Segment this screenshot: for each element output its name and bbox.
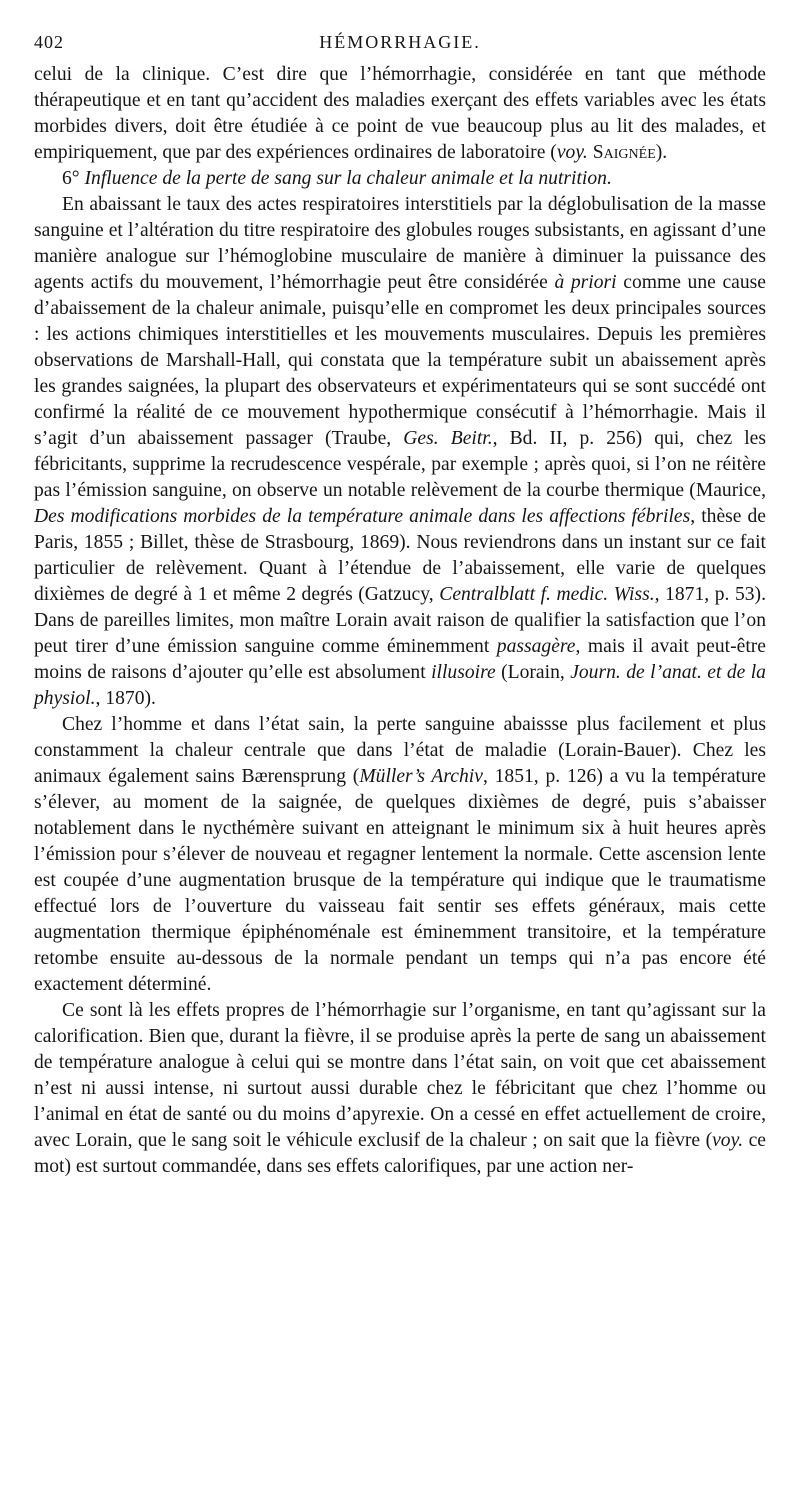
section-heading-6: 6° Influence de la perte de sang sur la chaleur animale et la nutrition. xyxy=(62,168,612,189)
citation-traube: Ges. Beitr. xyxy=(403,428,493,449)
citation-muller: Müller’s Archiv xyxy=(359,766,483,787)
citation-gatzucy: Centralblatt f. medic. Wiss. xyxy=(439,584,655,605)
book-page xyxy=(34,30,766,1180)
page-header xyxy=(34,30,766,62)
paragraph-1: celui de la clinique. C’est dire que l’hémorrhagie, considérée en tant que méthode thérapeutique et en tant qu’accident des maladies exerçant des effets variables avec les états morbides divers, doit être étudiée à ce point de vue beaucoup plus au lit des malades, et empiriquement, que par des expériences ordinaires de laboratoire (voy. Saignée). xyxy=(34,64,766,163)
running-title: HÉMORRHAGIE. xyxy=(319,32,481,52)
page-number: 402 xyxy=(34,32,64,52)
citation-lorain: Journ. de l’anat. et de la physiol. xyxy=(34,662,766,709)
section-title: Influence de la perte de sang sur la chaleur animale et la nutrition. xyxy=(84,168,612,189)
paragraph-3: Chez l’homme et dans l’état sain, la perte sanguine abaissse plus facilement et plus constamment la chaleur centrale que dans l’état de maladie (Lorain-Bauer). Chez les animaux également sains Bærensprung (Müller’s Archiv, 1851, p. 126) a vu la température s’élever, au moment de la saignée, de quelques dixièmes de degré, puis s’abaisser notablement dans le nycthémère suivant en atteignant le minimum six à huit heures après l’émission pour s’élever de nouveau et regagner lentement la normale. Cette ascension lente est coupée d’une augmentation brusque de la température qui indique que le traumatisme effectué lors de l’ouverture du vaisseau fait sentir ses effets généraux, mais cette augmentation thermique épiphénoménale est éminemment transitoire, et la température retombe ensuite au-dessous de la normale pendant un temps qui n’a pas encore été exactement déterminé. xyxy=(34,714,766,995)
paragraph-4: Ce sont là les effets propres de l’hémorrhagie sur l’organisme, en tant qu’agissant sur la calorification. Bien que, durant la fièvre, il se produise après la perte de sang un abaissement de température analogue à celui qui se montre dans l’état sain, on voit que cet abaissement n’est ni aussi intense, ni surtout aussi durable chez le fébricitant que chez l’homme ou l’animal en état de santé ou du moins d’apyrexie. On a cessé en effet actuellement de croire, avec Lorain, que le sang soit le véhicule exclusif de la chaleur ; on sait que la fièvre (voy. ce mot) est surtout commandée, dans ses effets calorifiques, par une action ner- xyxy=(34,1000,767,1177)
citation-maurice: Des modifications morbides de la température animale dans les affections fébriles xyxy=(34,506,691,527)
cross-reference: Saignée xyxy=(592,142,656,163)
paragraph-2: En abaissant le taux des actes respiratoires interstitiels par la déglobulisation de la masse sanguine et l’altération du titre respiratoire des globules rouges subsistants, en agissant d’une manière analogue sur l’hémoglobine musculaire de manière à diminuer la puissance des agents actifs du mouvement, l’hémorrhagie peut être considérée à priori comme une cause d’abaissement de la chaleur animale, puisqu’elle en compromet les deux principales sources : les actions chimiques interstitielles et les mouvements musculaires. Depuis les premières observations de Marshall-Hall, qui constata que la température subit un abaissement après les grandes saignées, la plupart des observateurs et expérimentateurs qui se sont succédé ont confirmé la réalité de ce mouvement hypothermique consécutif à l’hémorrhagie. Mais il s’agit d’un abaissement passager (Traube, Ges. Beitr., Bd. II, p. 256) qui, chez les fébricitants, supprime la recrudescence vespérale, par exemple ; après quoi, si l’on ne réitère pas l’émission sanguine, on observe un notable relèvement de la courbe thermique (Maurice, Des modifications morbides de la température animale dans les affections fébriles, thèse de Paris, 1855 ; Billet, thèse de Strasbourg, 1869). Nous reviendrons dans un instant sur ce fait particulier de relèvement. Quant à l’étendue de l’abaissement, elle varie de quelques dixièmes de degré à 1 et même 2 degrés (Gatzucy, Centralblatt f. medic. Wiss., 1871, p. 53). Dans de pareilles limites, mon maître Lorain avait raison de qualifier la satisfaction que l’on peut tirer d’une émission sanguine comme éminemment passagère, mais il avait peut-être moins de raisons d’ajouter qu’elle est absolument illusoire (Lorain, Journ. de l’anat. et de la physiol., 1870). xyxy=(34,194,767,709)
